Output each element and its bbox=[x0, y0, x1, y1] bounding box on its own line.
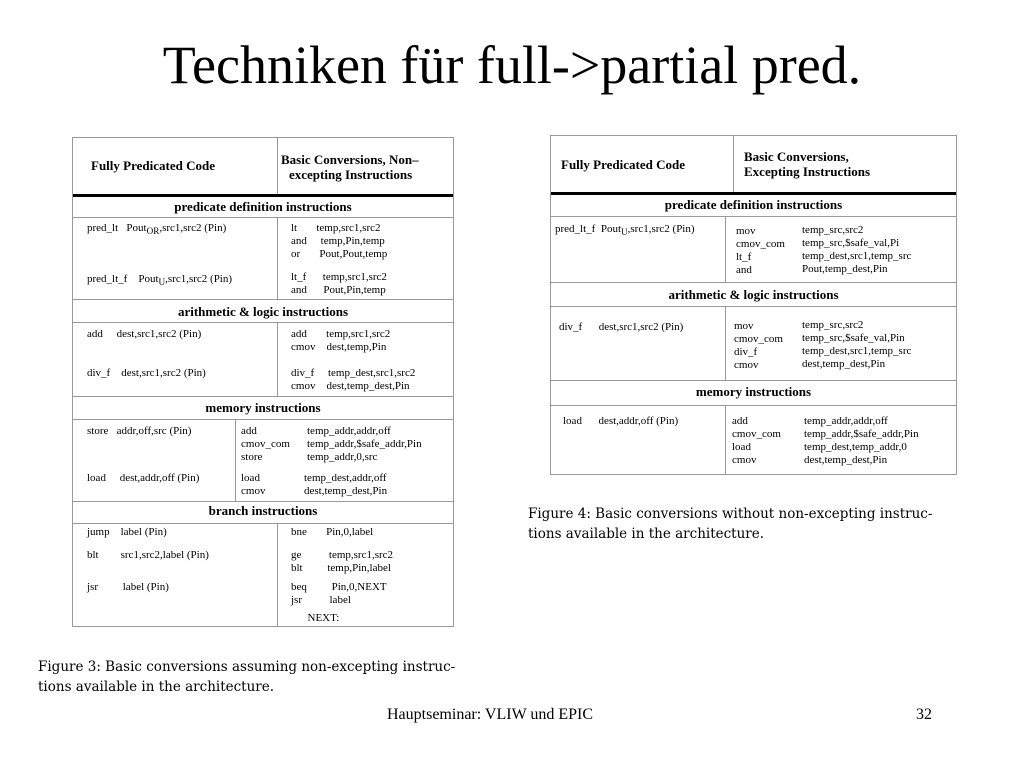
figure4-caption: Figure 4: Basic conversions without non-excepting instruc- tions available in the architecture. bbox=[528, 506, 933, 542]
fig4-section-predicate: predicate definition instructions bbox=[664, 197, 843, 212]
fig3-jsr: jsr label (Pin) bbox=[87, 581, 169, 593]
footer-title: Hauptseminar: VLIW und EPIC bbox=[387, 706, 594, 723]
fig3-section-predicate: predicate definition instructions bbox=[174, 199, 352, 214]
fig3-pred-lt-conv-1: lt temp,src1,src2 bbox=[291, 222, 381, 234]
fig3-section-branch: branch instructions bbox=[208, 503, 318, 518]
fig3-store-op-1: add bbox=[241, 425, 257, 437]
fig3-pred-ltf-conv-1: lt_f temp,src1,src2 bbox=[291, 271, 387, 283]
figure4-table bbox=[550, 135, 957, 475]
fig3-pred-ltf: pred_lt_f Pout$_U$,src1,src2 (Pin) bbox=[87, 273, 233, 288]
fig3-jump-conv: bne Pin,0,label bbox=[291, 526, 374, 538]
fig3-div-conv-1: div_f temp_dest,src1,src2 bbox=[291, 367, 416, 379]
fig3-store-op-2: cmov_com bbox=[241, 438, 290, 450]
fig4-section-arith: arithmetic & logic instructions bbox=[668, 287, 839, 302]
fig4-load-op-1: add bbox=[732, 415, 748, 427]
fig4-pred-op-3: lt_f bbox=[736, 251, 752, 263]
fig4-load-arg-4: dest,temp_dest,Pin bbox=[804, 454, 888, 466]
fig4-pred-arg-3: temp_dest,src1,temp_src bbox=[802, 250, 912, 262]
fig4-pred-arg-4: Pout,temp_dest,Pin bbox=[802, 263, 888, 275]
fig3-header-right-2: excepting Instructions bbox=[289, 167, 413, 182]
fig3-jump: jump label (Pin) bbox=[87, 526, 167, 538]
fig3-jsr-conv-2: jsr label bbox=[291, 594, 351, 606]
fig4-pred: pred_lt_f Pout$_U$,src1,src2 (Pin) bbox=[555, 223, 695, 238]
fig3-section-memory: memory instructions bbox=[205, 400, 321, 415]
fig4-header-left: Fully Predicated Code bbox=[561, 157, 685, 172]
fig3-load-op-1: load bbox=[241, 472, 260, 484]
slide-title: Techniken für full->partial pred. bbox=[162, 35, 862, 95]
fig3-div: div_f dest,src1,src2 (Pin) bbox=[87, 367, 206, 379]
fig4-load-op-4: cmov bbox=[732, 454, 757, 466]
fig4-load-arg-2: temp_addr,$safe_addr,Pin bbox=[804, 428, 919, 440]
fig4-load: load dest,addr,off (Pin) bbox=[563, 415, 679, 427]
fig4-pred-arg-1: temp_src,src2 bbox=[802, 224, 864, 236]
fig3-load-arg-1: temp_dest,addr,off bbox=[304, 472, 387, 484]
fig4-div-op-2: cmov_com bbox=[734, 333, 783, 345]
fig4-div-op-3: div_f bbox=[734, 346, 758, 358]
fig4-div: div_f dest,src1,src2 (Pin) bbox=[559, 321, 684, 333]
fig4-load-op-2: cmov_com bbox=[732, 428, 781, 440]
fig3-pred-lt: pred_lt Pout$_{OR}$,src1,src2 (Pin) bbox=[87, 222, 227, 237]
fig3-store-arg-1: temp_addr,addr,off bbox=[307, 425, 391, 437]
fig4-pred-op-4: and bbox=[736, 264, 752, 276]
fig3-add: add dest,src1,src2 (Pin) bbox=[87, 328, 202, 340]
fig3-blt-conv-2: blt temp,Pin,label bbox=[291, 562, 391, 574]
fig3-header-right-1: Basic Conversions, Non– bbox=[281, 152, 419, 167]
fig4-header-right-1: Basic Conversions, bbox=[744, 149, 849, 164]
fig4-div-op-1: mov bbox=[734, 320, 754, 332]
fig3-div-conv-2: cmov dest,temp_dest,Pin bbox=[291, 380, 410, 392]
fig3-jsr-conv-1: beq Pin,0,NEXT bbox=[291, 581, 387, 593]
page-number: 32 bbox=[916, 706, 932, 723]
fig3-load-op-2: cmov bbox=[241, 485, 266, 497]
fig4-load-arg-1: temp_addr,addr,off bbox=[804, 415, 888, 427]
fig4-div-op-4: cmov bbox=[734, 359, 759, 371]
fig3-pred-ltf-conv-2: and Pout,Pin,temp bbox=[291, 284, 386, 296]
fig3-store-arg-2: temp_addr,$safe_addr,Pin bbox=[307, 438, 422, 450]
fig3-load-arg-2: dest,temp_dest,Pin bbox=[304, 485, 388, 497]
figure3-caption: Figure 3: Basic conversions assuming non-excepting instruc- tions available in the architecture. bbox=[38, 659, 456, 695]
fig3-store: store addr,off,src (Pin) bbox=[87, 425, 192, 437]
fig3-jsr-conv-3: NEXT: bbox=[291, 612, 340, 624]
fig3-pred-lt-conv-2: and temp,Pin,temp bbox=[291, 235, 385, 247]
fig3-store-arg-3: temp_addr,0,src bbox=[307, 451, 378, 463]
fig3-add-conv-1: add temp,src1,src2 bbox=[291, 328, 391, 340]
fig3-add-conv-2: cmov dest,temp,Pin bbox=[291, 341, 387, 353]
fig3-header-left: Fully Predicated Code bbox=[91, 158, 215, 173]
fig4-div-arg-2: temp_src,$safe_val,Pin bbox=[802, 332, 905, 344]
fig3-section-arith: arithmetic & logic instructions bbox=[177, 304, 349, 319]
fig4-load-op-3: load bbox=[732, 441, 751, 453]
fig3-blt-conv-1: ge temp,src1,src2 bbox=[291, 549, 394, 561]
fig4-pred-op-2: cmov_com bbox=[736, 238, 785, 250]
fig4-pred-arg-2: temp_src,$safe_val,Pi bbox=[802, 237, 900, 249]
fig3-blt: blt src1,src2,label (Pin) bbox=[87, 549, 209, 561]
fig4-div-arg-3: temp_dest,src1,temp_src bbox=[802, 345, 912, 357]
fig3-store-op-3: store bbox=[241, 451, 263, 463]
fig4-section-memory: memory instructions bbox=[695, 384, 812, 399]
fig4-div-arg-1: temp_src,src2 bbox=[802, 319, 864, 331]
fig4-load-arg-3: temp_dest,temp_addr,0 bbox=[804, 441, 907, 453]
figure3-table bbox=[72, 137, 454, 627]
fig4-header-right-2: Excepting Instructions bbox=[744, 164, 871, 179]
fig4-pred-op-1: mov bbox=[736, 225, 756, 237]
fig3-load: load dest,addr,off (Pin) bbox=[87, 472, 200, 484]
fig3-pred-lt-conv-3: or Pout,Pout,temp bbox=[291, 248, 388, 260]
fig4-div-arg-4: dest,temp_dest,Pin bbox=[802, 358, 886, 370]
